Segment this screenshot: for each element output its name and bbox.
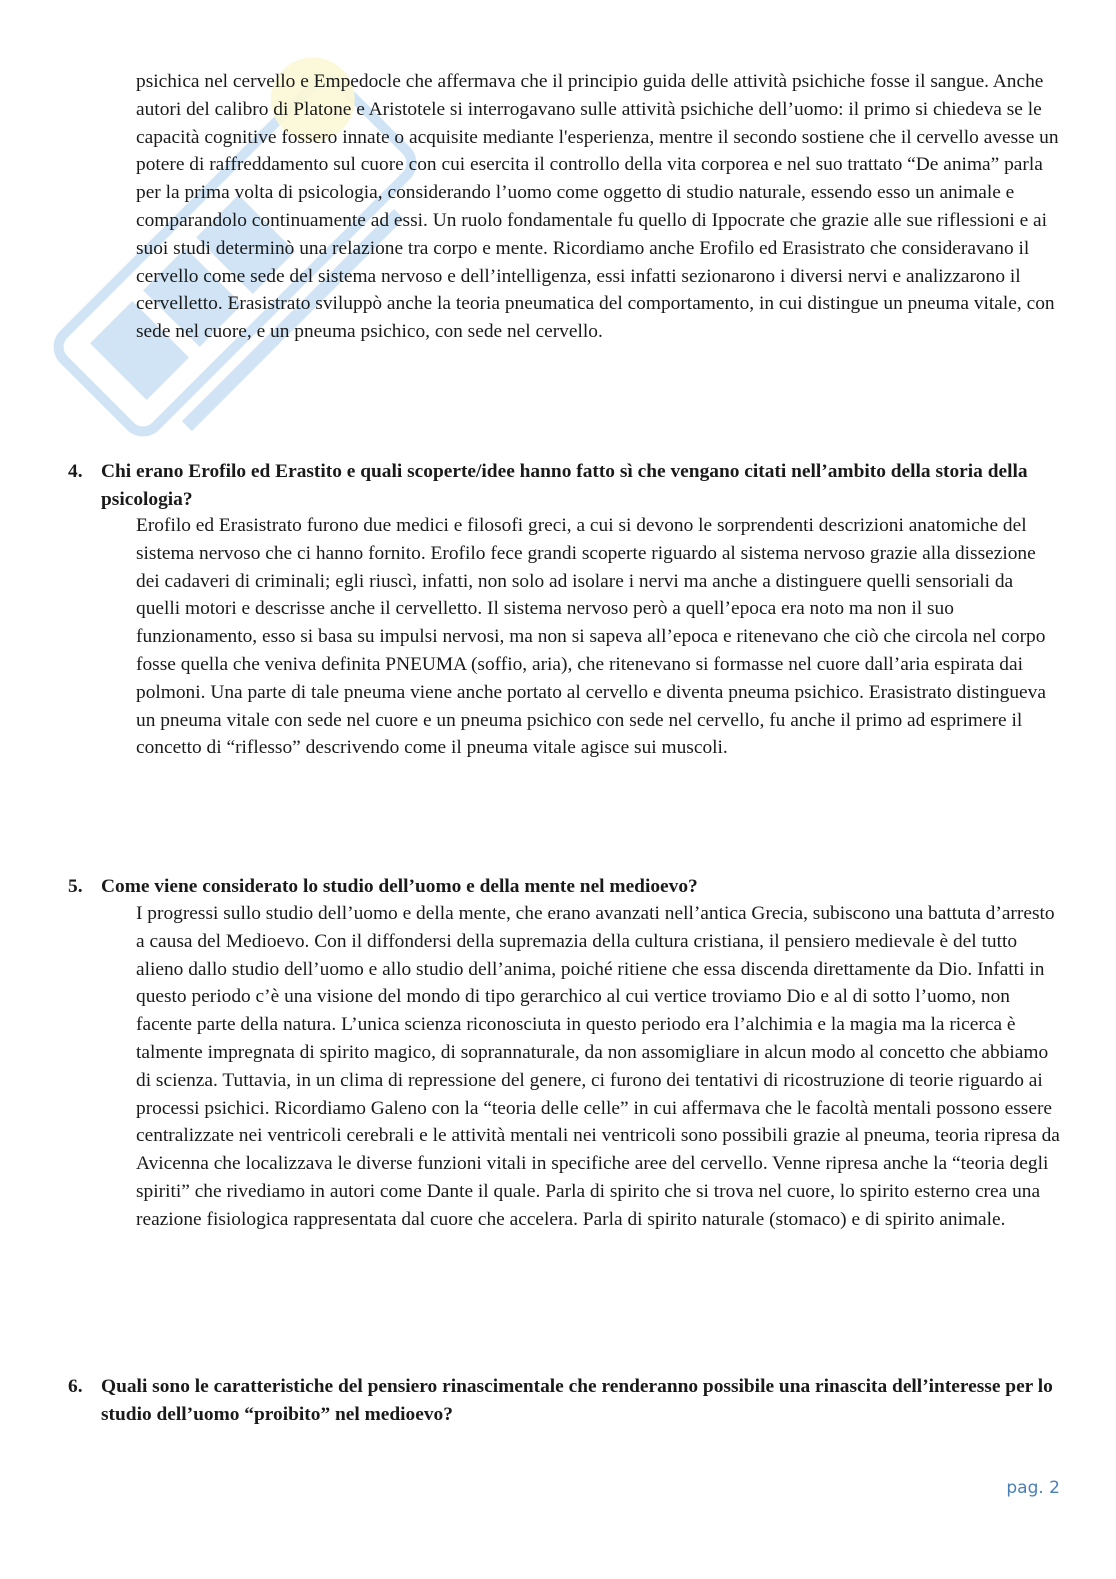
question-4-answer: Erofilo ed Erasistrato furono due medici e filosofi greci, a cui si devono le sorprendenti descrizioni anatomiche del sistema nervoso che ci hanno fornito. Erofilo fece grandi scoperte riguardo al sistema nervoso grazie alla dissezione dei cadaveri di criminali; egli riuscì, infatti, non solo ad isolare i nervi ma anche a distinguere quelli sensoriali da quelli motori e descrisse anche il cervelletto. Il sistema nervoso però a quell’epoca era noto ma non il suo funzionamento, esso si basa su impulsi nervosi, ma non si sapeva all’epoca e ritenevano che ciò che circola nel corpo fosse quella che veniva definita PNEUMA (soffio, aria), che ritenevano si formasse nel cuore dall’aria espirata dai polmoni. Una parte di tale pneuma viene anche portato al cervello e diventa pneuma psichico. Erasistrato distingueva un pneuma vitale con sede nel cuore e un pneuma psichico con sede nel cervello, fu anche il primo ad esprimere il concetto di “riflesso” descrivendo come il pneuma vitale agisce sui muscoli. — [136, 515, 1046, 759]
question-title: Chi erano Erofilo ed Erastito e quali scoperte/idee hanno fatto sì che vengano citati nell’ambito della storia della psicologia? — [101, 461, 1028, 510]
intro-paragraph: psichica nel cervello e Empedocle che affermava che il principio guida delle attività psichiche fosse il sangue. Anche autori del calibro di Platone e Aristotele si interrogavano sulle attività psichiche dell’uomo: il primo si chiedeva se le capacità cognitive fossero innate o acquisite mediante l'esperienza, mentre il secondo sostiene che il cervello avesse un potere di raffreddamento sul cuore con cui esercita il controllo della vita corporea e nel suo trattato “De anima” parla per la prima volta di psicologia, considerando l’uomo come oggetto di studio naturale, essendo esso un animale e comparandolo continuamente ad essi. Un ruolo fondamentale fu quello di Ippocrate che grazie alle sue riflessioni e ai suoi studi determinò una relazione tra corpo e mente. Ricordiamo anche Erofilo ed Erasistrato che consideravano il cervello come sede del sistema nervoso e dell’intelligenza, essi infatti sezionarono i diversi nervi e analizzarono il cervelletto. Erasistrato sviluppò anche la teoria pneumatica del comportamento, in cui distingue un pneuma vitale, con sede nel cuore, e un pneuma psichico, con sede nel cervello. — [136, 71, 1059, 343]
question-5-answer: I progressi sullo studio dell’uomo e della mente, che erano avanzati nell’antica Grecia, subiscono una battuta d’arresto a causa del Medioevo. Con il diffondersi della supremazia della cultura cristiana, il pensiero medievale è del tutto alieno dallo studio dell’uomo e allo studio dell’anima, poiché ritiene che essa discenda direttamente da Dio. Infatti in questo periodo c’è una visione del mondo di tipo gerarchico al cui vertice troviamo Dio e al di sotto l’uomo, non facente parte della natura. L’unica scienza riconosciuta in questo periodo era l’alchimia e la magia ma la ricerca è talmente impregnata di spirito magico, di soprannaturale, da non assomigliare in alcun modo al concetto che abbiamo di scienza. Tuttavia, in un clima di repressione del genere, ci furono dei tentativi di ricostruzione di teorie riguardo ai processi psichici. Ricordiamo Galeno con la “teoria delle celle” in cui affermava che le facoltà mentali possono essere centralizzate nei ventricoli cerebrali e le attività mentali nei ventricoli sono possibili grazie al pneuma, teoria ripresa da Avicenna che localizzava le diverse funzioni vitali in specifiche aree del cervello. Venne ripresa anche la “teoria degli spiriti” che rivediamo in autori come Dante il quale. Parla di spirito che si trova nel cuore, lo spirito esterno crea una reazione fisiologica rappresentata dal cuore che accelera. Parla di spirito naturale (stomaco) e di spirito animale. — [136, 903, 1060, 1230]
question-number: 5. — [68, 876, 83, 897]
question-4-heading — [68, 458, 1058, 514]
question-title: Come viene considerato lo studio dell’uomo e della mente nel medioevo? — [101, 876, 698, 897]
question-title: Quali sono le caratteristiche del pensiero rinascimentale che renderanno possibile una rinascita dell’interesse per lo studio dell’uomo “proibito” nel medioevo? — [101, 1376, 1053, 1425]
question-number: 4. — [68, 461, 83, 482]
question-6-heading — [68, 1373, 1058, 1429]
question-5-heading — [68, 873, 1058, 901]
question-number: 6. — [68, 1376, 83, 1397]
page-number: pag. 2 — [1006, 1478, 1060, 1498]
